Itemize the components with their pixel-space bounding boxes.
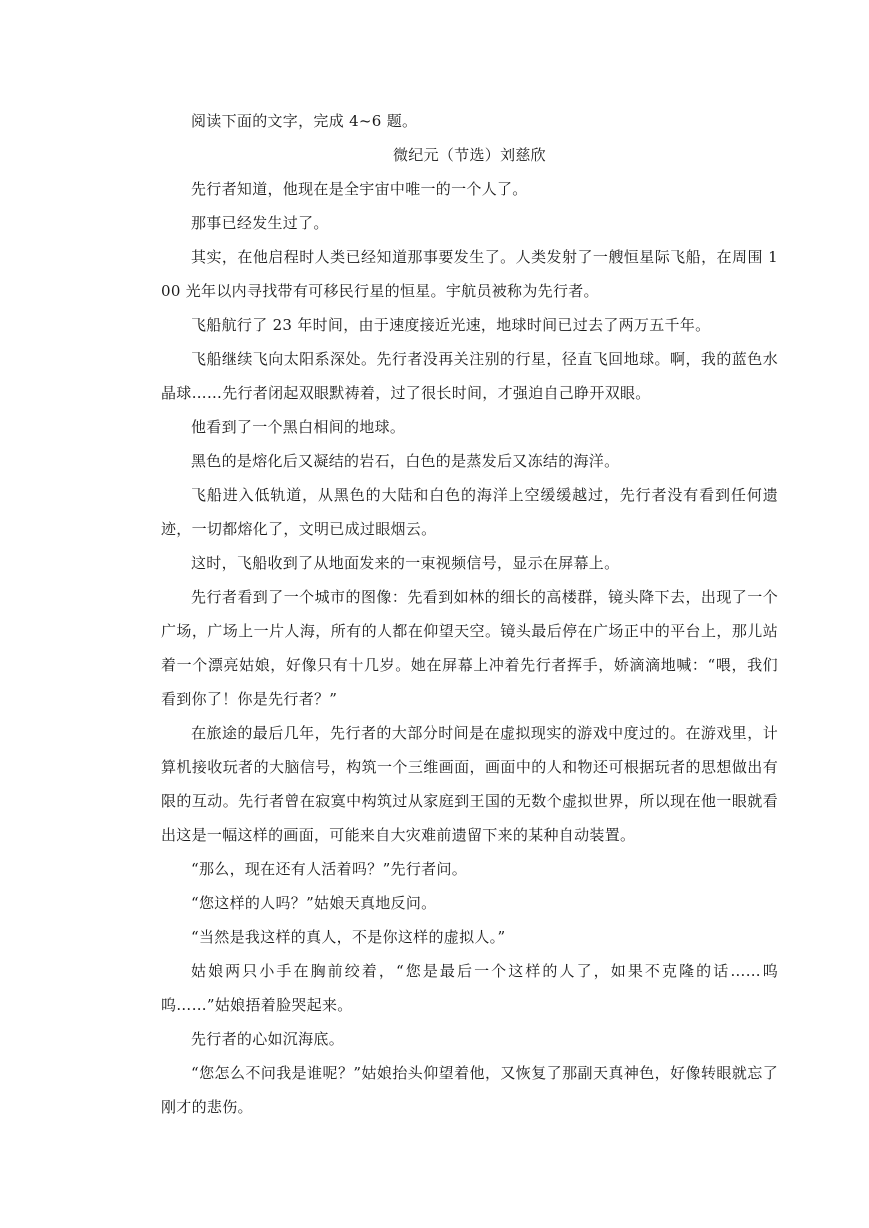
- paragraph: 飞船航行了 23 年时间，由于速度接近光速，地球时间已过去了两万五千年。: [191, 316, 711, 334]
- paragraph: 先行者知道，他现在是全宇宙中唯一的一个人了。: [191, 180, 528, 198]
- paragraph: 这时，飞船收到了从地面发来的一束视频信号，显示在屏幕上。: [191, 554, 620, 572]
- reading-instruction: 阅读下面的文字，完成 4~6 题。: [191, 112, 418, 130]
- paragraph: 姑娘两只小手在胸前绞着，“您是最后一个这样的人了，如果不克隆的话……呜呜……”姑娘捂着脸哭起来。: [161, 962, 778, 1014]
- paragraph: 先行者看到了一个城市的图像：先看到如林的细长的高楼群，镜头降下去，出现了一个广场，广场上一片人海，所有的人都在仰望天空。镜头最后停在广场正中的平台上，那儿站着一个漂亮姑娘，好像只有十几岁。她在屏幕上冲着先行者挥手，娇滴滴地喊：“喂，我们看到你了！你是先行者？”: [161, 588, 778, 708]
- paragraph: 他看到了一个黑白相间的地球。: [191, 418, 406, 436]
- article-title: 微纪元（节选）刘慈欣: [392, 146, 546, 164]
- document-body: [161, 104, 778, 1124]
- paragraph: 其实，在他启程时人类已经知道那事要发生了。人类发射了一艘恒星际飞船，在周围 100 光年以内寻找带有可移民行星的恒星。宇航员被称为先行者。: [161, 248, 778, 300]
- paragraph: 在旅途的最后几年，先行者的大部分时间是在虚拟现实的游戏中度过的。在游戏里，计算机接收玩者的大脑信号，构筑一个三维画面，画面中的人和物还可根据玩者的思想做出有限的互动。先行者曾在寂寞中构筑过从家庭到王国的无数个虚拟世界，所以现在他一眼就看出这是一幅这样的画面，可能来自大灾难前遗留下来的某种自动装置。: [161, 724, 778, 844]
- paragraph: “当然是我这样的真人，不是你这样的虚拟人。”: [191, 928, 506, 946]
- paragraph: “您这样的人吗？”姑娘天真地反问。: [191, 894, 437, 912]
- paragraph: 先行者的心如沉海底。: [191, 1030, 345, 1048]
- paragraph: 飞船进入低轨道，从黑色的大陆和白色的海洋上空缓缓越过，先行者没有看到任何遗迹，一切都熔化了，文明已成过眼烟云。: [161, 486, 778, 538]
- paragraph: “您怎么不问我是谁呢？”姑娘抬头仰望着他，又恢复了那副天真神色，好像转眼就忘了刚才的悲伤。: [161, 1064, 778, 1116]
- paragraph: “那么，现在还有人活着吗？”先行者问。: [191, 860, 468, 878]
- paragraph: 飞船继续飞向太阳系深处。先行者没再关注别的行星，径直飞回地球。啊，我的蓝色水晶球……先行者闭起双眼默祷着，过了很长时间，才强迫自己睁开双眼。: [161, 350, 778, 402]
- paragraph: 黑色的是熔化后又凝结的岩石，白色的是蒸发后又冻结的海洋。: [191, 452, 620, 470]
- paragraph: 那事已经发生过了。: [191, 214, 329, 232]
